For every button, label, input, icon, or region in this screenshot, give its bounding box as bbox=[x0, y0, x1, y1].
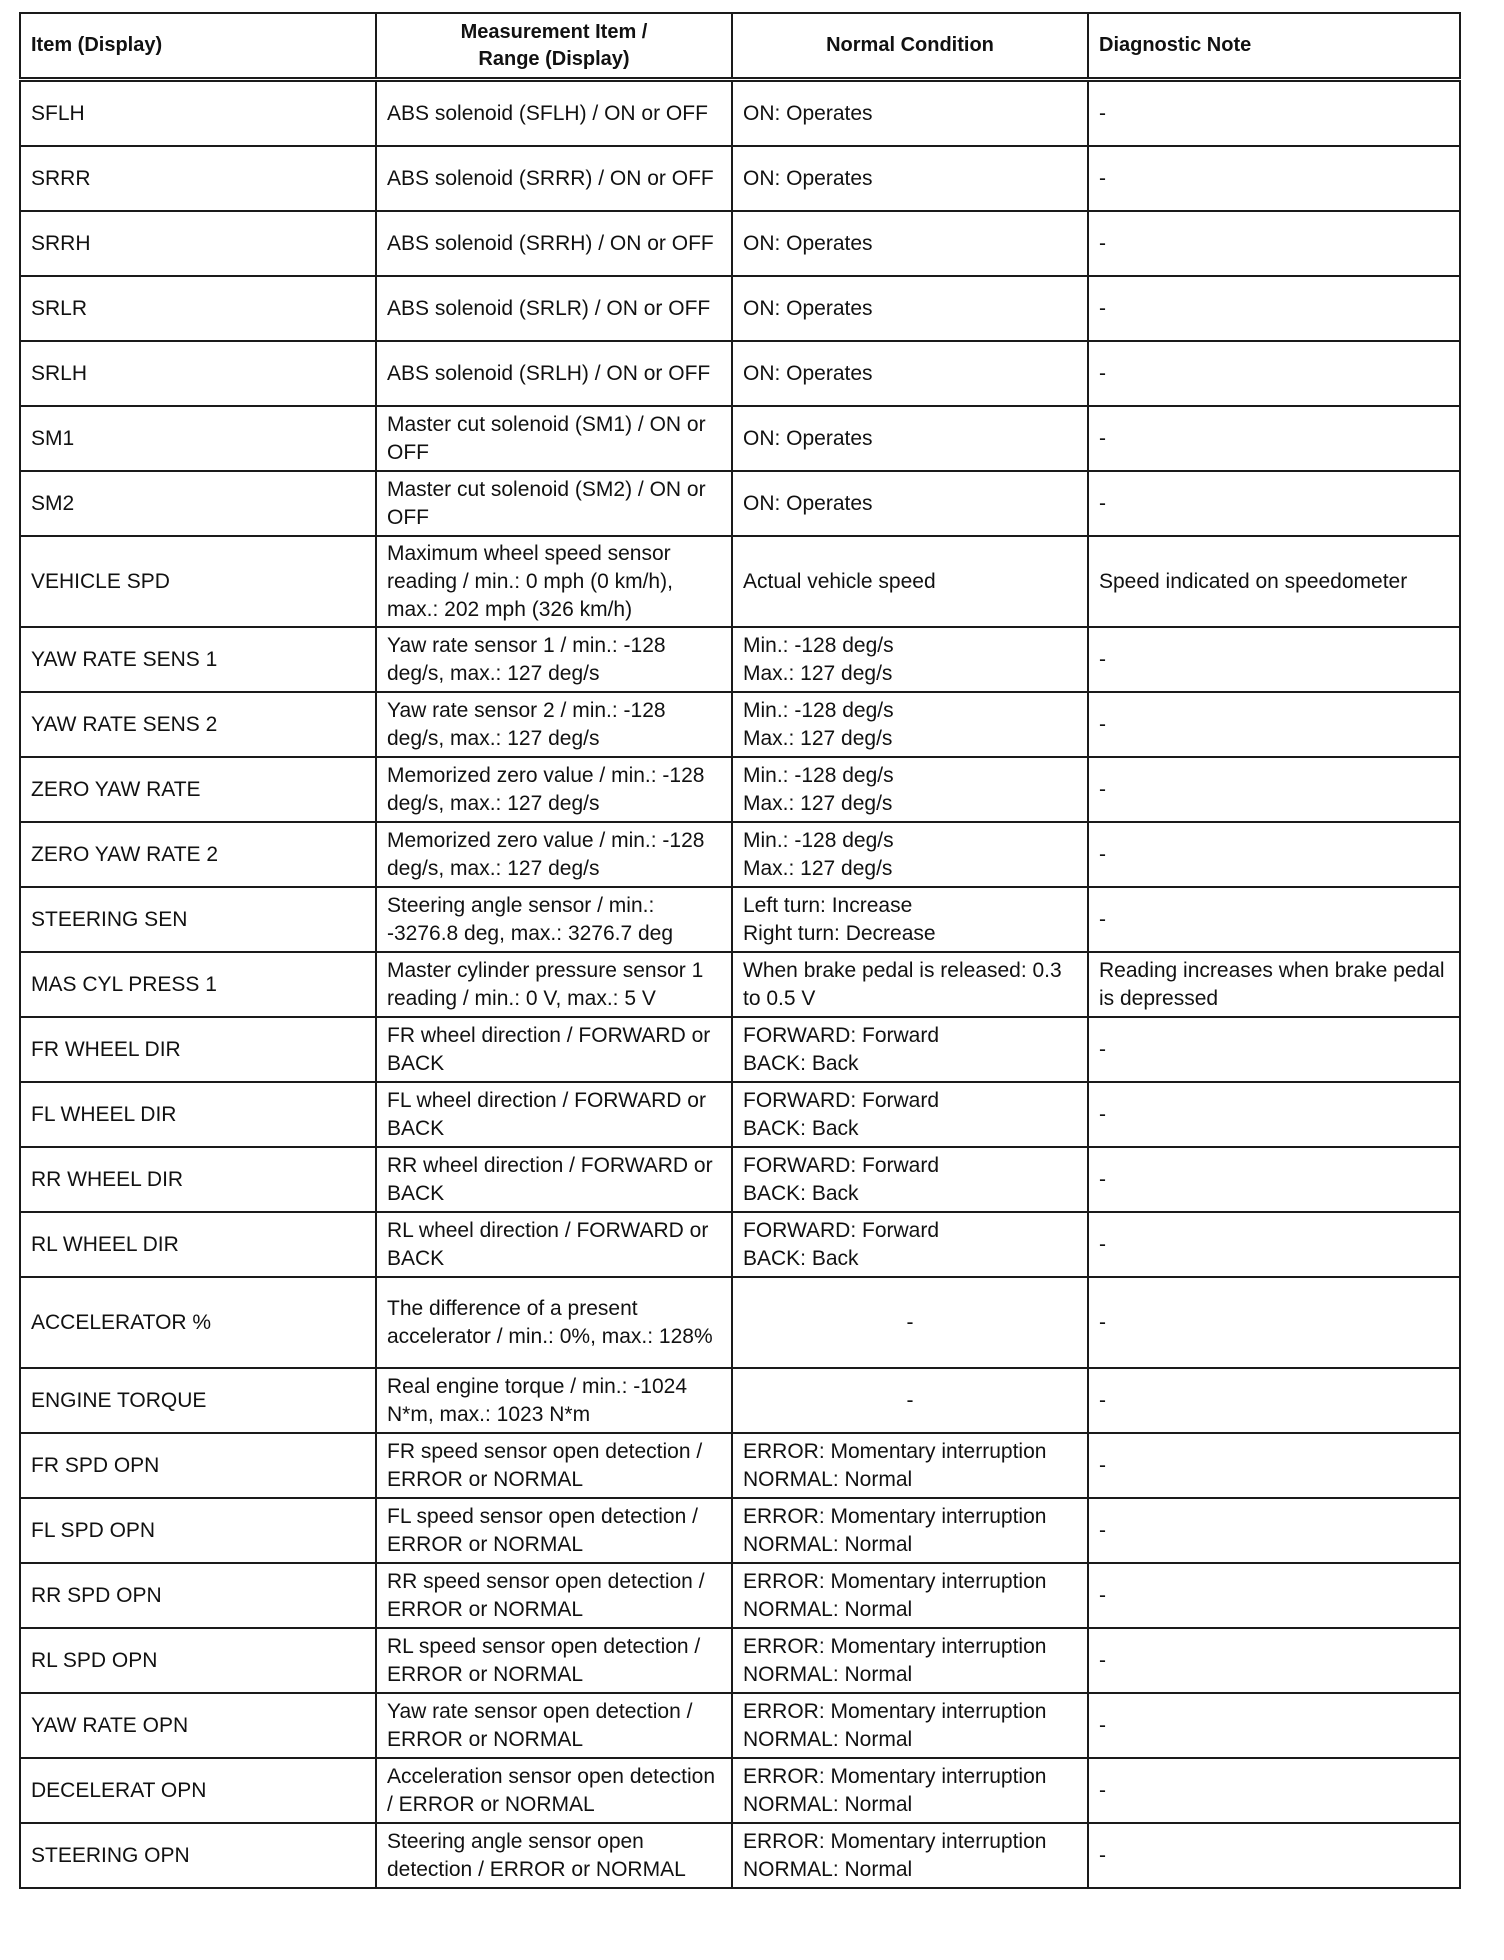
table-row bbox=[20, 471, 1460, 536]
cell-diagnostic-note: - bbox=[1088, 1082, 1460, 1147]
cell-measurement: Steering angle sensor open detection / ERROR or NORMAL bbox=[376, 1823, 732, 1888]
table-row bbox=[20, 1277, 1460, 1368]
cell-diagnostic-note: - bbox=[1088, 627, 1460, 692]
cell-diagnostic-note: - bbox=[1088, 1823, 1460, 1888]
cell-measurement: FR wheel direction / FORWARD or BACK bbox=[376, 1017, 732, 1082]
cell-item: SRRR bbox=[20, 146, 376, 211]
cell-item: MAS CYL PRESS 1 bbox=[20, 952, 376, 1017]
cell-normal-condition: ERROR: Momentary interruption NORMAL: Normal bbox=[732, 1498, 1088, 1563]
cell-item: SRRH bbox=[20, 211, 376, 276]
cell-normal-condition: - bbox=[732, 1277, 1088, 1368]
cell-normal-condition: ON: Operates bbox=[732, 146, 1088, 211]
cell-diagnostic-note: - bbox=[1088, 1498, 1460, 1563]
cell-normal-condition: - bbox=[732, 1368, 1088, 1433]
table-row bbox=[20, 692, 1460, 757]
cell-item: RL SPD OPN bbox=[20, 1628, 376, 1693]
cell-item: FL SPD OPN bbox=[20, 1498, 376, 1563]
cell-measurement: Master cut solenoid (SM2) / ON or OFF bbox=[376, 471, 732, 536]
table-row bbox=[20, 952, 1460, 1017]
cell-item: FR WHEEL DIR bbox=[20, 1017, 376, 1082]
cell-diagnostic-note: - bbox=[1088, 1563, 1460, 1628]
cell-measurement: Yaw rate sensor 2 / min.: -128 deg/s, max.: 127 deg/s bbox=[376, 692, 732, 757]
cell-normal-condition: Min.: -128 deg/s Max.: 127 deg/s bbox=[732, 692, 1088, 757]
table-header bbox=[20, 13, 1460, 80]
cell-measurement: ABS solenoid (SRRH) / ON or OFF bbox=[376, 211, 732, 276]
cell-normal-condition: FORWARD: Forward BACK: Back bbox=[732, 1017, 1088, 1082]
cell-item: RR WHEEL DIR bbox=[20, 1147, 376, 1212]
cell-diagnostic-note: - bbox=[1088, 1017, 1460, 1082]
cell-diagnostic-note: - bbox=[1088, 211, 1460, 276]
cell-item: VEHICLE SPD bbox=[20, 536, 376, 627]
cell-measurement: ABS solenoid (SRLR) / ON or OFF bbox=[376, 276, 732, 341]
cell-diagnostic-note: - bbox=[1088, 1433, 1460, 1498]
table-row bbox=[20, 1433, 1460, 1498]
cell-normal-condition: ON: Operates bbox=[732, 211, 1088, 276]
cell-item: SRLR bbox=[20, 276, 376, 341]
cell-normal-condition: Left turn: Increase Right turn: Decrease bbox=[732, 887, 1088, 952]
cell-measurement: ABS solenoid (SFLH) / ON or OFF bbox=[376, 80, 732, 147]
cell-normal-condition: Min.: -128 deg/s Max.: 127 deg/s bbox=[732, 627, 1088, 692]
cell-item: ENGINE TORQUE bbox=[20, 1368, 376, 1433]
data-list-table bbox=[19, 12, 1461, 1889]
table-row bbox=[20, 1628, 1460, 1693]
cell-diagnostic-note: - bbox=[1088, 822, 1460, 887]
cell-diagnostic-note: - bbox=[1088, 1212, 1460, 1277]
cell-normal-condition: Min.: -128 deg/s Max.: 127 deg/s bbox=[732, 822, 1088, 887]
cell-item: SRLH bbox=[20, 341, 376, 406]
table-row bbox=[20, 887, 1460, 952]
cell-normal-condition: ERROR: Momentary interruption NORMAL: Normal bbox=[732, 1758, 1088, 1823]
cell-normal-condition: ON: Operates bbox=[732, 471, 1088, 536]
header-row bbox=[20, 13, 1460, 80]
cell-measurement: RL wheel direction / FORWARD or BACK bbox=[376, 1212, 732, 1277]
cell-normal-condition: ERROR: Momentary interruption NORMAL: Normal bbox=[732, 1433, 1088, 1498]
cell-diagnostic-note: - bbox=[1088, 1693, 1460, 1758]
cell-diagnostic-note: - bbox=[1088, 887, 1460, 952]
table-row bbox=[20, 341, 1460, 406]
table-row bbox=[20, 1017, 1460, 1082]
table-row bbox=[20, 1498, 1460, 1563]
cell-normal-condition: ERROR: Momentary interruption NORMAL: Normal bbox=[732, 1628, 1088, 1693]
cell-measurement: FR speed sensor open detection / ERROR or NORMAL bbox=[376, 1433, 732, 1498]
table-row bbox=[20, 757, 1460, 822]
cell-diagnostic-note: - bbox=[1088, 341, 1460, 406]
cell-measurement: Memorized zero value / min.: -128 deg/s, max.: 127 deg/s bbox=[376, 757, 732, 822]
table-row bbox=[20, 536, 1460, 627]
cell-measurement: RR speed sensor open detection / ERROR or NORMAL bbox=[376, 1563, 732, 1628]
cell-measurement: Steering angle sensor / min.: -3276.8 deg, max.: 3276.7 deg bbox=[376, 887, 732, 952]
cell-measurement: ABS solenoid (SRRR) / ON or OFF bbox=[376, 146, 732, 211]
cell-item: RR SPD OPN bbox=[20, 1563, 376, 1628]
cell-diagnostic-note: - bbox=[1088, 146, 1460, 211]
cell-item: STEERING OPN bbox=[20, 1823, 376, 1888]
cell-normal-condition: Actual vehicle speed bbox=[732, 536, 1088, 627]
cell-item: FR SPD OPN bbox=[20, 1433, 376, 1498]
table-row bbox=[20, 146, 1460, 211]
cell-diagnostic-note: - bbox=[1088, 692, 1460, 757]
cell-normal-condition: FORWARD: Forward BACK: Back bbox=[732, 1082, 1088, 1147]
table-row bbox=[20, 276, 1460, 341]
cell-measurement: RR wheel direction / FORWARD or BACK bbox=[376, 1147, 732, 1212]
cell-measurement: Acceleration sensor open detection / ERROR or NORMAL bbox=[376, 1758, 732, 1823]
cell-item: SM1 bbox=[20, 406, 376, 471]
cell-diagnostic-note: - bbox=[1088, 276, 1460, 341]
table-row bbox=[20, 1147, 1460, 1212]
table-row bbox=[20, 406, 1460, 471]
cell-measurement: Master cut solenoid (SM1) / ON or OFF bbox=[376, 406, 732, 471]
table-row bbox=[20, 1693, 1460, 1758]
cell-measurement: FL speed sensor open detection / ERROR or NORMAL bbox=[376, 1498, 732, 1563]
cell-diagnostic-note: - bbox=[1088, 1758, 1460, 1823]
header-diagnostic-note: Diagnostic Note bbox=[1088, 13, 1460, 80]
cell-diagnostic-note: - bbox=[1088, 1147, 1460, 1212]
cell-normal-condition: ERROR: Momentary interruption NORMAL: Normal bbox=[732, 1563, 1088, 1628]
cell-diagnostic-note: Speed indicated on speedometer bbox=[1088, 536, 1460, 627]
cell-normal-condition: When brake pedal is released: 0.3 to 0.5 V bbox=[732, 952, 1088, 1017]
cell-diagnostic-note: - bbox=[1088, 1628, 1460, 1693]
cell-normal-condition: ON: Operates bbox=[732, 406, 1088, 471]
cell-item: FL WHEEL DIR bbox=[20, 1082, 376, 1147]
cell-measurement: ABS solenoid (SRLH) / ON or OFF bbox=[376, 341, 732, 406]
table-row bbox=[20, 1082, 1460, 1147]
cell-normal-condition: FORWARD: Forward BACK: Back bbox=[732, 1212, 1088, 1277]
cell-item: YAW RATE OPN bbox=[20, 1693, 376, 1758]
cell-normal-condition: ON: Operates bbox=[732, 80, 1088, 147]
cell-item: STEERING SEN bbox=[20, 887, 376, 952]
cell-normal-condition: Min.: -128 deg/s Max.: 127 deg/s bbox=[732, 757, 1088, 822]
cell-diagnostic-note: - bbox=[1088, 406, 1460, 471]
table-body bbox=[20, 80, 1460, 1889]
cell-measurement: Master cylinder pressure sensor 1 reading / min.: 0 V, max.: 5 V bbox=[376, 952, 732, 1017]
header-measurement: Measurement Item / Range (Display) bbox=[376, 13, 732, 80]
cell-measurement: FL wheel direction / FORWARD or BACK bbox=[376, 1082, 732, 1147]
cell-normal-condition: FORWARD: Forward BACK: Back bbox=[732, 1147, 1088, 1212]
cell-diagnostic-note: Reading increases when brake pedal is depressed bbox=[1088, 952, 1460, 1017]
header-normal-condition: Normal Condition bbox=[732, 13, 1088, 80]
cell-item: SFLH bbox=[20, 80, 376, 147]
cell-measurement: Yaw rate sensor open detection / ERROR or NORMAL bbox=[376, 1693, 732, 1758]
table-row bbox=[20, 1823, 1460, 1888]
cell-diagnostic-note: - bbox=[1088, 471, 1460, 536]
table-row bbox=[20, 80, 1460, 147]
cell-item: ZERO YAW RATE 2 bbox=[20, 822, 376, 887]
cell-item: RL WHEEL DIR bbox=[20, 1212, 376, 1277]
table-row bbox=[20, 211, 1460, 276]
data-list-sheet bbox=[19, 12, 1459, 1889]
cell-item: DECELERAT OPN bbox=[20, 1758, 376, 1823]
cell-item: SM2 bbox=[20, 471, 376, 536]
cell-item: ACCELERATOR % bbox=[20, 1277, 376, 1368]
cell-measurement: Yaw rate sensor 1 / min.: -128 deg/s, max.: 127 deg/s bbox=[376, 627, 732, 692]
cell-item: ZERO YAW RATE bbox=[20, 757, 376, 822]
cell-measurement: RL speed sensor open detection / ERROR or NORMAL bbox=[376, 1628, 732, 1693]
cell-normal-condition: ERROR: Momentary interruption NORMAL: Normal bbox=[732, 1693, 1088, 1758]
cell-measurement: Maximum wheel speed sensor reading / min.: 0 mph (0 km/h), max.: 202 mph (326 km/h) bbox=[376, 536, 732, 627]
header-item: Item (Display) bbox=[20, 13, 376, 80]
table-row bbox=[20, 822, 1460, 887]
cell-normal-condition: ERROR: Momentary interruption NORMAL: Normal bbox=[732, 1823, 1088, 1888]
table-row bbox=[20, 1758, 1460, 1823]
cell-diagnostic-note: - bbox=[1088, 757, 1460, 822]
table-row bbox=[20, 627, 1460, 692]
table-row bbox=[20, 1212, 1460, 1277]
cell-item: YAW RATE SENS 1 bbox=[20, 627, 376, 692]
cell-diagnostic-note: - bbox=[1088, 1277, 1460, 1368]
cell-measurement: Real engine torque / min.: -1024 N*m, max.: 1023 N*m bbox=[376, 1368, 732, 1433]
cell-measurement: The difference of a present accelerator / min.: 0%, max.: 128% bbox=[376, 1277, 732, 1368]
cell-diagnostic-note: - bbox=[1088, 1368, 1460, 1433]
cell-normal-condition: ON: Operates bbox=[732, 276, 1088, 341]
cell-measurement: Memorized zero value / min.: -128 deg/s, max.: 127 deg/s bbox=[376, 822, 732, 887]
cell-normal-condition: ON: Operates bbox=[732, 341, 1088, 406]
cell-item: YAW RATE SENS 2 bbox=[20, 692, 376, 757]
table-row bbox=[20, 1368, 1460, 1433]
cell-diagnostic-note: - bbox=[1088, 80, 1460, 147]
table-row bbox=[20, 1563, 1460, 1628]
